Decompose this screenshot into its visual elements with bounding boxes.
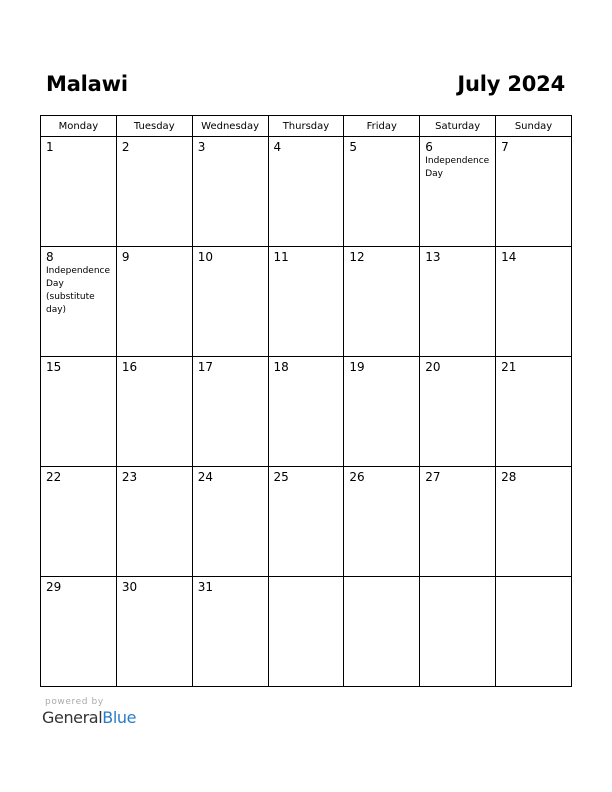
day-number: 27: [425, 470, 441, 484]
weekday-header: Monday: [41, 116, 117, 137]
day-number: 25: [273, 470, 289, 484]
day-cell: [496, 357, 572, 467]
brand-part1: General: [42, 708, 103, 727]
weekday-header: Wednesday: [192, 116, 268, 137]
day-cell: [116, 357, 192, 467]
day-number: 10: [197, 250, 213, 264]
day-number: 29: [46, 580, 62, 594]
brand-part2: Blue: [102, 708, 137, 727]
week-row: [41, 577, 572, 687]
day-number: 3: [197, 140, 206, 154]
day-number: 13: [425, 250, 441, 264]
generalblue-logo[interactable]: [42, 708, 136, 727]
weekday-header: Sunday: [496, 116, 572, 137]
weekday-header: Friday: [344, 116, 420, 137]
day-cell: [344, 357, 420, 467]
day-cell: [344, 247, 420, 357]
day-number: 26: [349, 470, 365, 484]
day-number: 28: [501, 470, 517, 484]
day-cell: [268, 247, 344, 357]
day-number: 2: [121, 140, 130, 154]
day-cell: [116, 137, 192, 247]
day-cell: [192, 137, 268, 247]
day-number: 22: [46, 470, 62, 484]
holiday-label: Independence Day (substitute day): [46, 266, 111, 315]
day-number: 9: [121, 250, 130, 264]
day-number: 16: [121, 360, 138, 374]
day-cell: [420, 577, 496, 687]
day-number: 1: [46, 140, 54, 154]
weekday-header: Thursday: [268, 116, 344, 137]
country-title: Malawi: [46, 72, 128, 96]
day-cell: [116, 247, 192, 357]
weekday-header-row: [41, 116, 572, 137]
day-cell: [420, 137, 496, 247]
day-number: 4: [273, 140, 282, 154]
week-row: [41, 467, 572, 577]
week-row: [41, 247, 572, 357]
day-cell: [420, 467, 496, 577]
day-number: 8: [46, 250, 54, 264]
week-row: [41, 137, 572, 247]
day-number: 31: [197, 580, 213, 594]
day-cell: [344, 577, 420, 687]
day-cell: [496, 467, 572, 577]
day-cell: [344, 467, 420, 577]
month-year-title: July 2024: [457, 72, 565, 96]
day-cell: [41, 357, 117, 467]
day-number: 11: [273, 250, 289, 264]
powered-by-label: powered by: [45, 697, 104, 707]
day-cell: [496, 247, 572, 357]
day-cell: [192, 357, 268, 467]
day-cell: [268, 137, 344, 247]
day-cell: [268, 467, 344, 577]
weekday-header: Tuesday: [116, 116, 192, 137]
holiday-label: Independence Day: [425, 156, 490, 179]
day-number: 15: [46, 360, 62, 374]
day-cell: [268, 577, 344, 687]
day-number: 23: [121, 470, 138, 484]
day-number: 30: [121, 580, 138, 594]
day-number: 5: [349, 140, 358, 154]
day-cell: [420, 357, 496, 467]
day-cell: [192, 247, 268, 357]
day-number: 21: [501, 360, 517, 374]
day-number: 18: [273, 360, 289, 374]
day-number: 19: [349, 360, 365, 374]
day-cell: [192, 577, 268, 687]
week-row: [41, 357, 572, 467]
day-cell: [268, 357, 344, 467]
day-cell: [41, 467, 117, 577]
day-number: 14: [501, 250, 517, 264]
day-number: 12: [349, 250, 365, 264]
day-number: 20: [425, 360, 441, 374]
day-cell: [116, 577, 192, 687]
day-number: 7: [501, 140, 509, 154]
weekday-header: Saturday: [420, 116, 496, 137]
day-number: 24: [197, 470, 213, 484]
day-cell: [496, 577, 572, 687]
calendar-grid: [40, 115, 572, 687]
day-cell: [420, 247, 496, 357]
day-cell: [116, 467, 192, 577]
day-number: 17: [197, 360, 213, 374]
day-cell: [344, 137, 420, 247]
day-cell: [192, 467, 268, 577]
day-cell: [41, 247, 117, 357]
day-cell: [41, 137, 117, 247]
day-cell: [41, 577, 117, 687]
day-number: 6: [425, 140, 433, 154]
day-cell: [496, 137, 572, 247]
